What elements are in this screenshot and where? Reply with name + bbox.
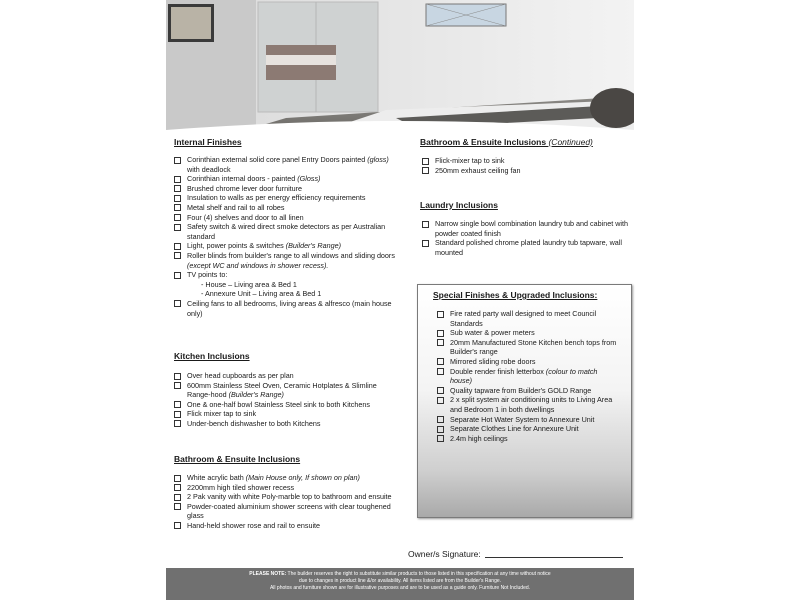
checkbox-icon: [437, 397, 444, 404]
signature-line[interactable]: [485, 557, 623, 558]
checkbox-icon: [422, 167, 429, 174]
list-item: Mirrored sliding robe doors: [437, 357, 619, 367]
kitchen-inclusions-title: Kitchen Inclusions: [174, 351, 250, 361]
bathroom-continued-title: Bathroom & Ensuite Inclusions (Continued): [420, 137, 593, 147]
list-item: 250mm exhaust ceiling fan: [422, 166, 632, 176]
disclaimer-line-1: The builder reserves the right to substitute similar products to those listed in this specification at any time without notice: [286, 571, 551, 577]
disclaimer-line-3: All photos and furniture shown are for illustrative purposes and are to be used as a guide only. Furniture Not Included.: [269, 585, 531, 591]
list-item: Four (4) shelves and door to all linen: [174, 213, 400, 223]
list-item: Roller blinds from builder's range to all windows and sliding doors (except WC and windows in shower recess).: [174, 251, 400, 270]
list-item: Metal shelf and rail to all robes: [174, 203, 400, 213]
list-item: 2200mm high tiled shower recess: [174, 483, 400, 493]
list-item: Light, power points & switches (Builder's Range): [174, 241, 400, 251]
checkbox-icon: [437, 435, 444, 442]
internal-finishes-list: [174, 155, 400, 318]
checkbox-icon: [437, 358, 444, 365]
list-item: Safety switch & wired direct smoke detectors as per Australian standard: [174, 222, 400, 241]
checkbox-icon: [174, 243, 181, 250]
list-item: 2.4m high ceilings: [437, 434, 619, 444]
owner-signature-field[interactable]: [408, 549, 623, 559]
list-item: Flick-mixer tap to sink: [422, 156, 632, 166]
list-item: Double render finish letterbox (colour to match house): [437, 367, 619, 386]
list-item: TV points to: - House – Living area & Bed 1 - Annexure Unit – Living area & Bed 1: [174, 270, 400, 299]
checkbox-icon: [174, 204, 181, 211]
checkbox-icon: [437, 339, 444, 346]
bathroom-inclusions-title: Bathroom & Ensuite Inclusions: [174, 454, 301, 464]
checkbox-icon: [174, 272, 181, 279]
checkbox-icon: [437, 330, 444, 337]
checkbox-icon: [422, 221, 429, 228]
list-subitem: - Annexure Unit – Living area & Bed 1: [201, 289, 322, 299]
list-item: White acrylic bath (Main House only, If shown on plan): [174, 473, 400, 483]
bathroom-inclusions-list: [174, 473, 400, 531]
checkbox-icon: [174, 484, 181, 491]
checkbox-icon: [422, 240, 429, 247]
checkbox-icon: [437, 311, 444, 318]
list-item: 2 x split system air conditioning units to Living Area and Bedroom 1 in both dwellings: [437, 395, 619, 414]
laundry-inclusions-list: [422, 219, 632, 257]
checkbox-icon: [174, 494, 181, 501]
list-item: Quality tapware from Builder's GOLD Range: [437, 386, 619, 396]
list-item: Flick mixer tap to sink: [174, 409, 400, 419]
checkbox-icon: [174, 176, 181, 183]
checkbox-icon: [174, 252, 181, 259]
list-item: Corinthian internal doors - painted (Gloss): [174, 174, 400, 184]
list-subitem: - House – Living area & Bed 1: [201, 279, 297, 289]
checkbox-icon: [174, 382, 181, 389]
list-item: Insulation to walls as per energy efficiency requirements: [174, 193, 400, 203]
bedroom-photo: [166, 0, 634, 130]
list-item: Sub water & power meters: [437, 328, 619, 338]
list-item: Ceiling fans to all bedrooms, living areas & alfresco (main house only): [174, 299, 400, 318]
list-item: Narrow single bowl combination laundry tub and cabinet with powder coated finish: [422, 219, 632, 238]
checkbox-icon: [174, 373, 181, 380]
laundry-inclusions-title: Laundry Inclusions: [420, 200, 498, 210]
list-item: Hand-held shower rose and rail to ensuite: [174, 521, 400, 531]
list-item: Separate Hot Water System to Annexure Unit: [437, 415, 619, 425]
checkbox-icon: [174, 300, 181, 307]
list-item: Fire rated party wall designed to meet Council Standards: [437, 309, 619, 328]
list-item: Over head cupboards as per plan: [174, 371, 400, 381]
signature-label: Owner/s Signature:: [408, 549, 481, 559]
list-item: Brushed chrome lever door furniture: [174, 184, 400, 194]
checkbox-icon: [174, 475, 181, 482]
checkbox-icon: [422, 158, 429, 165]
internal-finishes-title: Internal Finishes: [174, 137, 242, 147]
kitchen-inclusions-list: [174, 371, 400, 429]
checkbox-icon: [174, 185, 181, 192]
checkbox-icon: [437, 426, 444, 433]
checkbox-icon: [174, 195, 181, 202]
checkbox-icon: [174, 157, 181, 164]
checkbox-icon: [437, 387, 444, 394]
list-item: Powder-coated aluminium shower screens with clear toughened glass: [174, 502, 400, 521]
checkbox-icon: [174, 224, 181, 231]
list-item: One & one-half bowl Stainless Steel sink to both Kitchens: [174, 400, 400, 410]
list-item: Under-bench dishwasher to both Kitchens: [174, 419, 400, 429]
list-item: 20mm Manufactured Stone Kitchen bench tops from Builder's range: [437, 338, 619, 357]
checkbox-icon: [174, 420, 181, 427]
checkbox-icon: [174, 522, 181, 529]
checkbox-icon: [174, 401, 181, 408]
checkbox-icon: [174, 411, 181, 418]
list-item: 2 Pak vanity with white Poly-marble top to bathroom and ensuite: [174, 492, 400, 502]
disclaimer-line-2: due to changes in product line &/or availability. All items listed are from the Builder's Range.: [298, 578, 502, 584]
special-finishes-list: [437, 309, 619, 443]
list-item: Separate Clothes Line for Annexure Unit: [437, 424, 619, 434]
please-note-label: PLEASE NOTE:: [249, 571, 287, 577]
list-item: Standard polished chrome plated laundry tub tapware, wall mounted: [422, 238, 632, 257]
checkbox-icon: [437, 416, 444, 423]
list-item: Corinthian external solid core panel Entry Doors painted (gloss) with deadlock: [174, 155, 400, 174]
special-finishes-title: Special Finishes & Upgraded Inclusions:: [433, 290, 598, 300]
bathroom-continued-list: [422, 156, 632, 175]
list-item: 600mm Stainless Steel Oven, Ceramic Hotplates & Slimline Range-hood (Builder's Range): [174, 381, 400, 400]
checkbox-icon: [174, 503, 181, 510]
checkbox-icon: [437, 368, 444, 375]
checkbox-icon: [174, 214, 181, 221]
footer-disclaimer: [166, 568, 634, 600]
